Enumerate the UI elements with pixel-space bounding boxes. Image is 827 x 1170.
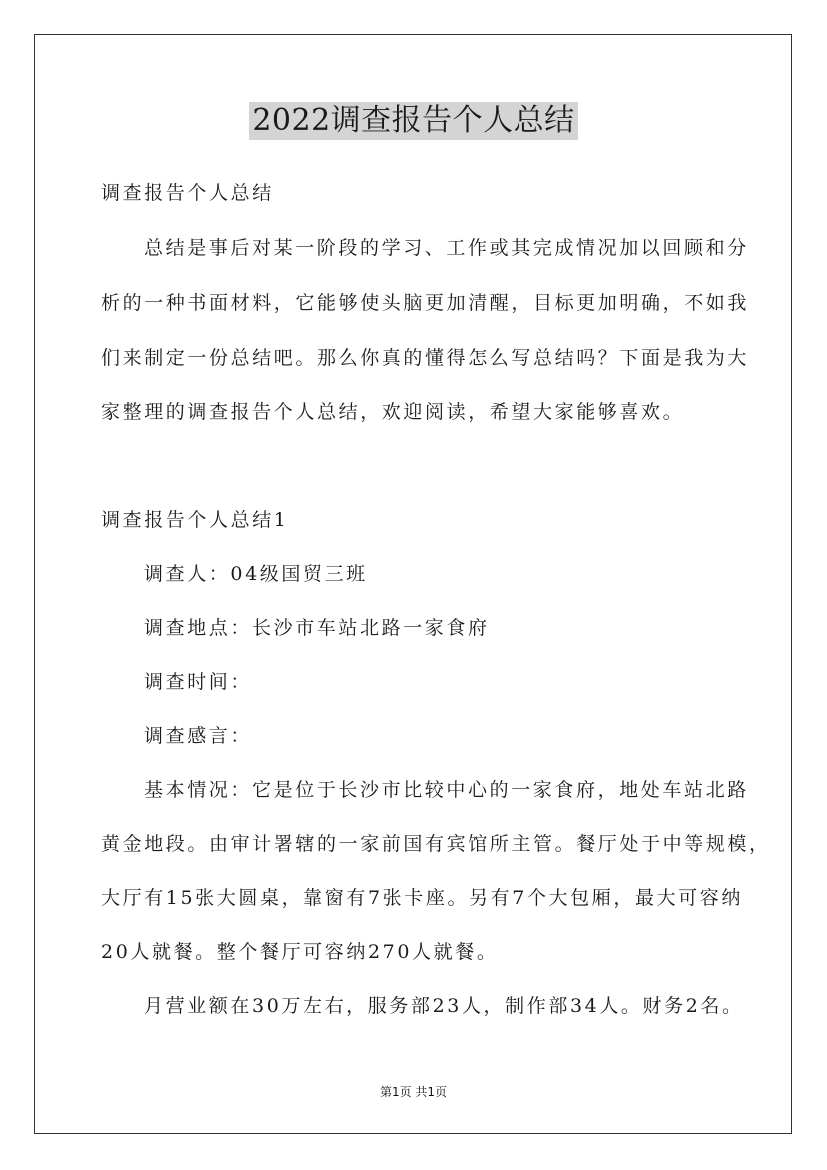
title-wrap [0, 102, 827, 140]
field-investigator: 调查人：04级国贸三班 [144, 563, 368, 585]
intro-line: 总结是事后对某一阶段的学习、工作或其完成情况加以回顾和分 [144, 237, 749, 259]
basic-info-line: 大厅有15张大圆桌，靠窗有7张卡座。另有7个大包厢，最大可容纳 [101, 887, 743, 909]
basic-info-line: 基本情况：它是位于长沙市比较中心的一家食府，地处车站北路 [144, 779, 749, 801]
document-title: 2022调查报告个人总结 [249, 102, 577, 140]
intro-line: 们来制定一份总结吧。那么你真的懂得怎么写总结吗？下面是我为大 [101, 347, 750, 369]
basic-info-line: 黄金地段。由审计署辖的一家前国有宾馆所主管。餐厅处于中等规模， [101, 833, 771, 855]
section1-heading: 调查报告个人总结1 [101, 509, 289, 531]
revenue-line: 月营业额在30万左右，服务部23人，制作部34人。财务2名。 [144, 995, 744, 1017]
page-footer: 第1页 共1页 [379, 1085, 448, 1099]
intro-line: 家整理的调查报告个人总结，欢迎阅读，希望大家能够喜欢。 [101, 401, 685, 423]
field-time: 调查时间： [144, 671, 253, 693]
field-comments: 调查感言： [144, 725, 253, 747]
intro-line: 析的一种书面材料，它能够使头脑更加清醒，目标更加明确，不如我 [101, 292, 750, 314]
intro-heading: 调查报告个人总结 [101, 182, 274, 204]
field-location: 调查地点：长沙市车站北路一家食府 [144, 617, 490, 639]
basic-info-line: 20人就餐。整个餐厅可容纳270人就餐。 [101, 941, 499, 963]
